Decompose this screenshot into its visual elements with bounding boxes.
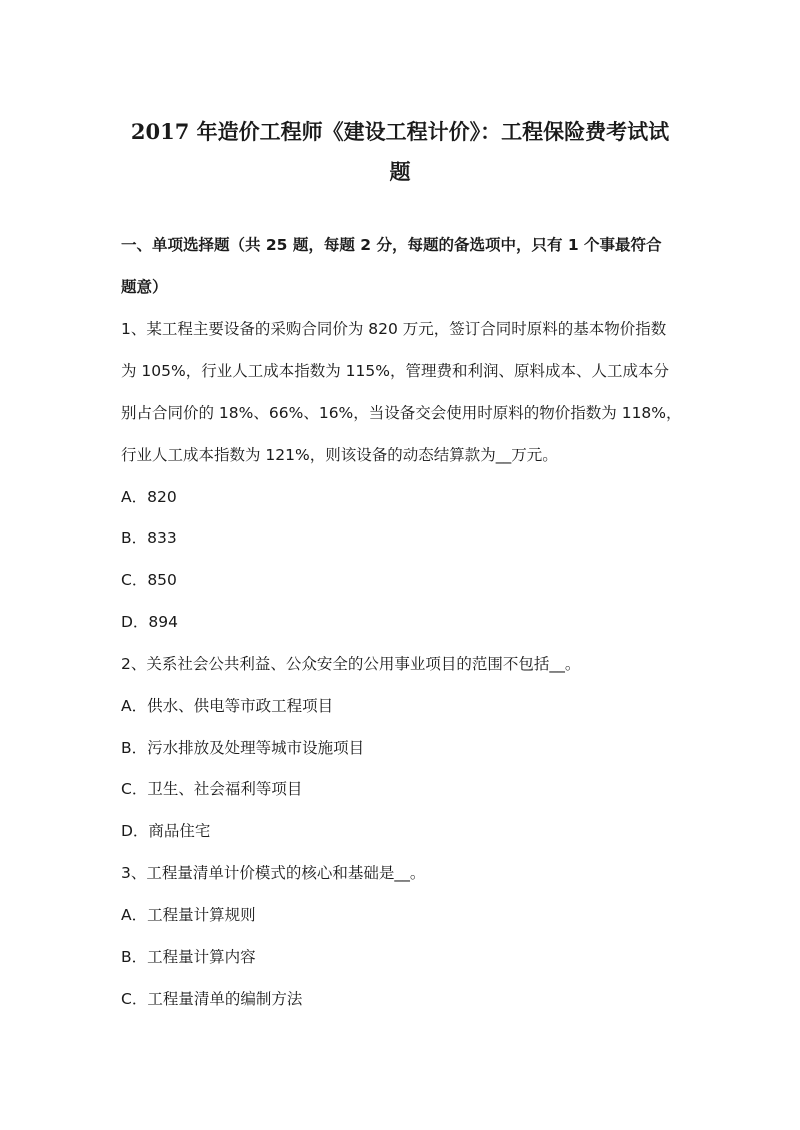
question-2-option-c: C．卫生、社会福利等项目 xyxy=(121,780,303,798)
document-title-line-2: 题 xyxy=(389,159,411,184)
question-1-stem-line-4: 行业人工成本指数为 121%，则该设备的动态结算款为__万元。 xyxy=(121,446,558,464)
question-1-stem-line-1: 1、某工程主要设备的采购合同价为 820 万元，签订合同时原料的基本物价指数 xyxy=(121,320,667,338)
section-heading-line-2: 题意） xyxy=(121,278,168,296)
question-3-option-c: C．工程量清单的编制方法 xyxy=(121,990,303,1008)
section-heading-line-1: 一、单项选择题（共 25 题，每题 2 分，每题的备选项中，只有 1 个事最符合 xyxy=(121,236,662,254)
question-1-option-b: B．833 xyxy=(121,529,177,547)
question-3-option-a: A．工程量计算规则 xyxy=(121,906,256,924)
question-1-stem-line-3: 别占合同价的 18%、66%、16%，当设备交会使用时原料的物价指数为 118%， xyxy=(121,404,682,422)
question-1-stem-line-2: 为 105%，行业人工成本指数为 115%，管理费和利润、原料成本、人工成本分 xyxy=(121,362,669,380)
question-2-option-b: B．污水排放及处理等城市设施项目 xyxy=(121,739,365,757)
question-1-option-c: C．850 xyxy=(121,571,177,589)
question-2-stem-line-1: 2、关系社会公共利益、公众安全的公用事业项目的范围不包括__。 xyxy=(121,655,581,673)
question-3-option-b: B．工程量计算内容 xyxy=(121,948,256,966)
question-2-option-a: A．供水、供电等市政工程项目 xyxy=(121,697,334,715)
document-title-line-1: 2017 年造价工程师《建设工程计价》：工程保险费考试试 xyxy=(130,119,670,144)
question-1-option-a: A．820 xyxy=(121,488,177,506)
question-3-stem-line-1: 3、工程量清单计价模式的核心和基础是__。 xyxy=(121,864,426,882)
question-1-option-d: D．894 xyxy=(121,613,179,631)
question-2-option-d: D．商品住宅 xyxy=(121,822,211,840)
